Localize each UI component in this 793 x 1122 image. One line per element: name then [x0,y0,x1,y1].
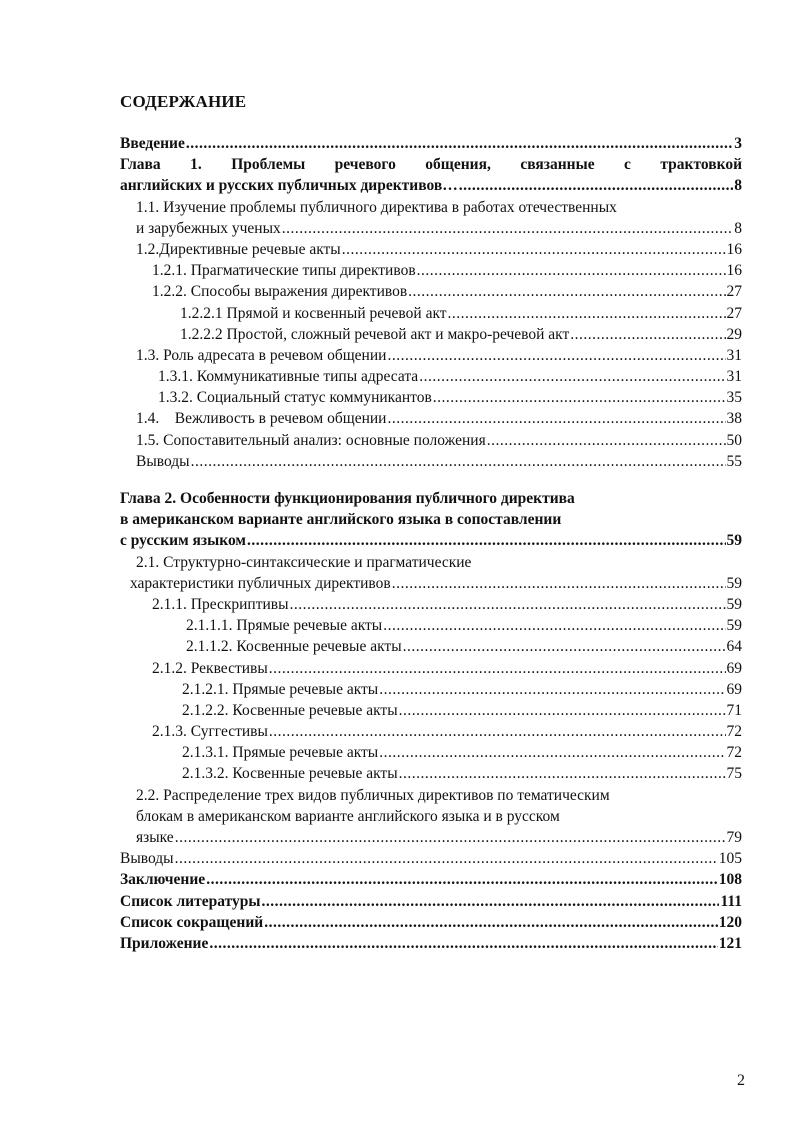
toc-label: 2.1.2.1. Прямые речевые акты [182,680,379,698]
toc-leader [379,679,725,700]
toc-entry-1-4[interactable] [120,408,742,429]
toc-label: 2.1.2. Реквестивы [152,659,268,677]
toc-leader [290,594,726,615]
toc-page: 59 [726,617,742,635]
toc-leader [399,700,726,721]
toc-leader [175,848,718,869]
toc-leader [342,239,726,260]
toc-page: 55 [726,452,742,470]
toc-leader [448,303,726,324]
toc-label: 1.4. Вежливость в речевом общении [136,410,387,428]
toc-leader [191,451,726,472]
toc-entry-2-1-1-2[interactable] [120,636,742,657]
toc-label: 2.1.3. Суггестивы [152,723,268,741]
toc-entry-2-1-2[interactable] [120,658,742,679]
toc-entry-2-1[interactable] [120,573,742,594]
table-of-contents [120,133,742,954]
toc-label: Список литературы [120,892,261,910]
toc-label-line: блокам в американском варианте английского языка и в русском [136,807,560,825]
toc-entry-2-2-title[interactable] [120,806,742,827]
toc-leader [186,133,733,154]
toc-label: 1.2.2. Способы выражения директивов [152,283,408,301]
toc-entry-chapter-2-title[interactable] [120,488,742,509]
toc-leader [264,912,718,933]
toc-page: 59 [726,574,742,592]
toc-entry-1-2-2[interactable] [120,281,742,302]
toc-leader [387,345,725,366]
toc-page: 121 [718,934,742,952]
toc-label-line: Глава 2. Особенности функционирования публичного директива [120,490,575,507]
toc-entry-abbreviations[interactable] [120,912,742,933]
toc-label: Список сокращений [120,913,264,931]
toc-page: 50 [726,431,742,449]
toc-page: 75 [726,765,742,783]
toc-entry-appendix[interactable] [120,933,742,954]
toc-page: 29 [726,325,742,343]
toc-leader [269,721,726,742]
toc-label: 1.2.Директивные речевые акты [136,240,341,258]
toc-leader [417,260,726,281]
toc-label-line: и зарубежных ученых [136,219,281,237]
toc-page: 111 [720,892,742,910]
toc-label: Введение [120,135,185,152]
toc-entry-conclusions-2[interactable] [120,848,742,869]
toc-label-line: характеристики публичных директивов [130,574,391,592]
toc-leader [570,324,725,345]
toc-page: 31 [726,368,742,386]
toc-label: 2.1.1.1. Прямые речевые акты [186,617,383,635]
toc-label-line: 1.1. Изучение проблемы публичного директива в работах отечественных [136,198,617,216]
toc-page: 27 [726,304,742,322]
toc-entry-chapter-2-title[interactable] [120,509,742,530]
toc-entry-1-2-2-1[interactable] [120,303,742,324]
toc-page: 72 [726,744,742,762]
toc-entry-chapter-1-title[interactable] [120,154,742,175]
toc-label: 1.3.1. Коммуникативные типы адресата [158,368,419,386]
toc-page: 69 [726,680,742,698]
toc-page: 72 [726,723,742,741]
toc-page: 16 [726,240,742,258]
toc-page: 31 [726,346,742,364]
toc-label: 1.3. Роль адресата в речевом общении [136,346,387,364]
toc-label: 1.5. Сопоставительный анализ: основные положения [136,431,486,449]
toc-entry-1-3[interactable] [120,345,742,366]
toc-label: Выводы [120,850,174,868]
toc-entry-2-1-2-2[interactable] [120,700,742,721]
toc-entry-conclusion[interactable] [120,869,742,890]
toc-entry-intro[interactable] [120,133,742,154]
toc-entry-2-1-title[interactable] [120,552,742,573]
toc-label-line: английских и русских публичных директивов… [120,177,458,195]
toc-entry-chapter-1[interactable] [120,175,742,196]
toc-entry-2-1-3-1[interactable] [120,742,742,763]
toc-page: 105 [718,850,742,868]
toc-entry-chapter-2[interactable] [120,530,742,551]
toc-leader [247,530,726,551]
toc-leader [269,658,726,679]
toc-entry-1-5[interactable] [120,430,742,451]
toc-page: 71 [726,701,742,719]
toc-label: 1.2.2.1 Прямой и косвенный речевой акт [180,304,447,322]
toc-label: 2.1.3.2. Косвенные речевые акты [182,765,398,783]
toc-page: 16 [726,262,742,280]
toc-entry-1-2-1[interactable] [120,260,742,281]
toc-page: 108 [718,871,742,889]
toc-entry-1-2-2-2[interactable] [120,324,742,345]
toc-label: 2.1.1.2. Косвенные речевые акты [186,638,402,656]
toc-leader [459,175,734,196]
toc-page: 3 [734,135,742,152]
toc-leader [175,827,726,848]
toc-label-line: Глава 1. Проблемы речевого общения, связанные с трактовкой [120,156,742,174]
toc-entry-2-2[interactable] [120,827,742,848]
toc-label-line: с русским языком [120,532,246,550]
toc-label: 1.2.1. Прагматические типы директивов [152,262,416,280]
toc-label: Заключение [120,871,206,889]
toc-leader [383,615,725,636]
toc-label-line: 2.1. Структурно-синтаксические и прагматические [136,553,472,571]
toc-label: 2.1.1. Прескриптивы [152,595,289,613]
toc-entry-2-1-3[interactable] [120,721,742,742]
toc-leader [408,281,725,302]
toc-label: Выводы [136,452,190,470]
toc-leader [261,891,719,912]
toc-page: 64 [726,638,742,656]
toc-page: 27 [726,283,742,301]
section-gap [120,472,742,488]
toc-entry-2-1-1-1[interactable] [120,615,742,636]
toc-leader [392,573,726,594]
toc-page: 69 [726,659,742,677]
toc-entry-1-1-title[interactable] [120,197,742,218]
toc-label: 1.3.2. Социальный статус коммуникантов [158,389,432,407]
toc-page: 59 [726,595,742,613]
page-number: 2 [737,1072,745,1089]
toc-entry-1-3-2[interactable] [120,387,742,408]
toc-leader [282,218,733,239]
toc-label-line: в американском варианте английского языка в сопоставлении [120,511,562,529]
toc-leader [419,366,725,387]
toc-entry-conclusions-1[interactable] [120,451,742,472]
toc-entry-literature[interactable] [120,891,742,912]
toc-entry-2-1-1[interactable] [120,594,742,615]
toc-entry-2-1-3-2[interactable] [120,763,742,784]
toc-label: 1.2.2.2 Простой, сложный речевой акт и макро-речевой акт [180,325,570,343]
toc-entry-1-1[interactable] [120,218,742,239]
page-title: СОДЕРЖАНИЕ [120,92,247,111]
toc-page: 59 [726,532,742,550]
toc-leader [387,408,725,429]
toc-leader [206,869,718,890]
toc-leader [403,636,726,657]
toc-page: 35 [726,389,742,407]
toc-label-line: языке [136,829,174,846]
toc-label: 2.1.3.1. Прямые речевые акты [182,744,379,762]
toc-leader [209,933,717,954]
toc-label-line: 2.2. Распределение трех видов публичных директивов по тематическим [136,786,610,804]
toc-page: 38 [726,410,742,428]
toc-page: 8 [734,219,742,237]
toc-leader [399,763,726,784]
toc-entry-2-1-2-1[interactable] [120,679,742,700]
toc-leader [379,742,725,763]
toc-leader [487,430,726,451]
toc-label: 2.1.2.2. Косвенные речевые акты [182,701,398,719]
toc-label: Приложение [120,934,209,952]
toc-entry-1-2[interactable] [120,239,742,260]
toc-page: 79 [726,829,742,846]
toc-entry-1-3-1[interactable] [120,366,742,387]
toc-page: 120 [718,913,742,931]
toc-entry-2-2-title[interactable] [120,785,742,806]
toc-page: 8 [734,177,742,195]
toc-leader [433,387,726,408]
